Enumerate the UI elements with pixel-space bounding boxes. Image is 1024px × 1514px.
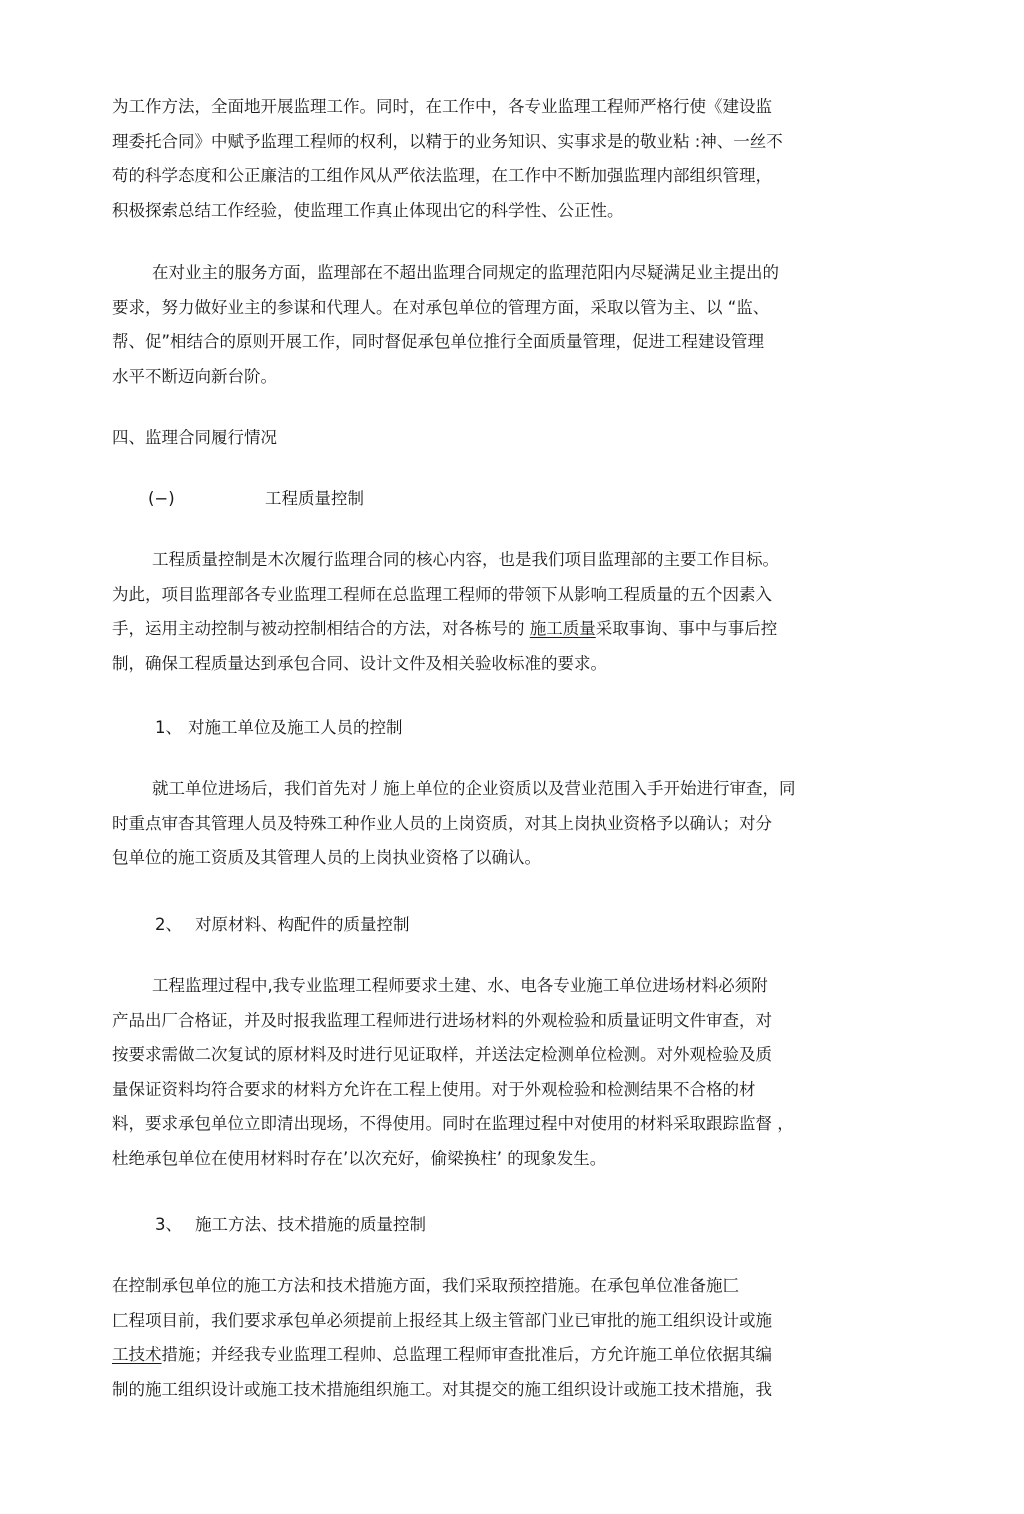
text-line: 工程监理过程中,我专业监理工程师要求土建、水、电各专业施工单位进场材料必须附 [152,976,768,995]
text-line: 在控制承包单位的施工方法和技术措施方面，我们采取预控措施。在承包单位准备施匚 [112,1276,739,1295]
text-line: 匚程项目前，我们要求承包单必须提前上报经其上级主管部门业已审批的施工组织设计或施 [112,1310,772,1330]
text-line: 时重点审杳其管理人员及特殊工种作业人员的上岗资质，对其上岗执业资格予以确认；对分 [112,813,772,833]
text-line: 制的施工组织设计或施工技术措施组织施工。对其提交的施工组织设计或施工技术措施，我 [112,1379,772,1399]
text-line: 工程质量控制是木次履行监理合同的核心内容，也是我们项目监理部的主要工作目标。 [152,550,779,569]
item-title: 对施工单位及施工人员的控制 [188,718,403,737]
paragraph-materials-control [112,969,872,1176]
section-heading: 四、监理合同履行情况 [112,428,277,447]
text-line: 按要求需做二次复试的原材料及时进行见证取样，并送法定检测单位检测。对外观检验及质 [112,1045,772,1064]
text-line [112,612,872,647]
text-line: 在对业主的服务方面，监理部在不超出监理合同规定的监理范阳内尽疑满足业主提出的 [152,263,779,282]
text-segment: 手，运用主动控制与被动控制相结合的方法，对各栋号的 [112,619,530,638]
paragraph-service [112,256,872,394]
subsection-title: 工程质量控制 [265,489,364,508]
text-segment: 采取事询、事中与事后控 [595,619,778,638]
text-segment: 措施；并经我专业监理工程帅、总监理工程师审查批准后，方允许施工单位依据其编 [161,1345,772,1364]
text-line: 苟的科学态度和公正廉洁的工组作风从严依法监理，在工作中不断加强监理内部组织管理， [112,166,772,185]
text-line: 量保证资料均符合要求的材料方允许在工程上使用。对于外观检验和检测结果不合格的材 [112,1079,756,1099]
text-line: 理委托合同》中赋予监理工程师的权利，以精于的业务知识、实事求是的敬业粘 :神、一丝不 [112,131,783,151]
text-line: 要求，努力做好业主的参谋和代理人。在对承包单位的管理方面，采取以管为主、以 “监、 [112,297,770,317]
paragraph-continuation [112,90,872,228]
item-number: 3、 [155,1215,182,1234]
text-line: 水平不断迈向新台阶。 [112,366,277,386]
text-line: 包单位的施工资质及其管理人员的上岗执业资格了以确认。 [112,848,541,867]
subsection-number: (−) [148,489,175,508]
paragraph-contractor-control [112,772,872,876]
text-line: 杜绝承包单位在使用材料时存在’以次充好，偷梁换柱’ 的现象发生。 [112,1148,607,1168]
text-line: 制，确保工程质量达到承包合同、设计文件及相关验收标准的要求。 [112,653,607,673]
construction-quality-link[interactable]: 施工质量 [529,619,596,638]
paragraph-quality-control [112,543,872,681]
text-line: 为此，项目监理部各专业监理工程师在总监理工程师的带领下从影响工程质量的五个因素入 [112,584,772,604]
item-number: 1、 [155,718,182,737]
technical-link[interactable]: 工技术 [112,1345,162,1364]
text-line: 为工作方法，全面地开展监理工作。同时，在工作中，各专业监理工程师严格行使《建设监 [112,97,772,116]
text-line: 料，要求承包单位立即清出现场，不得使用。同时在监理过程中对使用的材料采取跟踪监督 ， [112,1114,794,1133]
text-line [112,1338,872,1373]
item-title: 施工方法、技术措施的质量控制 [195,1215,426,1234]
paragraph-methods-control [112,1269,872,1407]
item-number: 2、 [155,915,182,934]
text-line: 就工单位进场后，我们首先对丿施上单位的企业资质以及营业范围入手开始进行审查，同 [152,779,796,798]
text-line: 帮、促”相结合的原则开展工作，同时督促承包单位推行全面质量管理，促进工程建设管理 [112,332,765,351]
item-title: 对原材料、构配件的质量控制 [195,915,410,934]
text-line: 产品出厂合格证，并及时报我监理工程师进行进场材料的外观检验和质量证明文件审查，对 [112,1010,772,1030]
text-line: 积极探索总结工作经验，使监理工作真止体现出它的科学性、公正性。 [112,200,624,220]
